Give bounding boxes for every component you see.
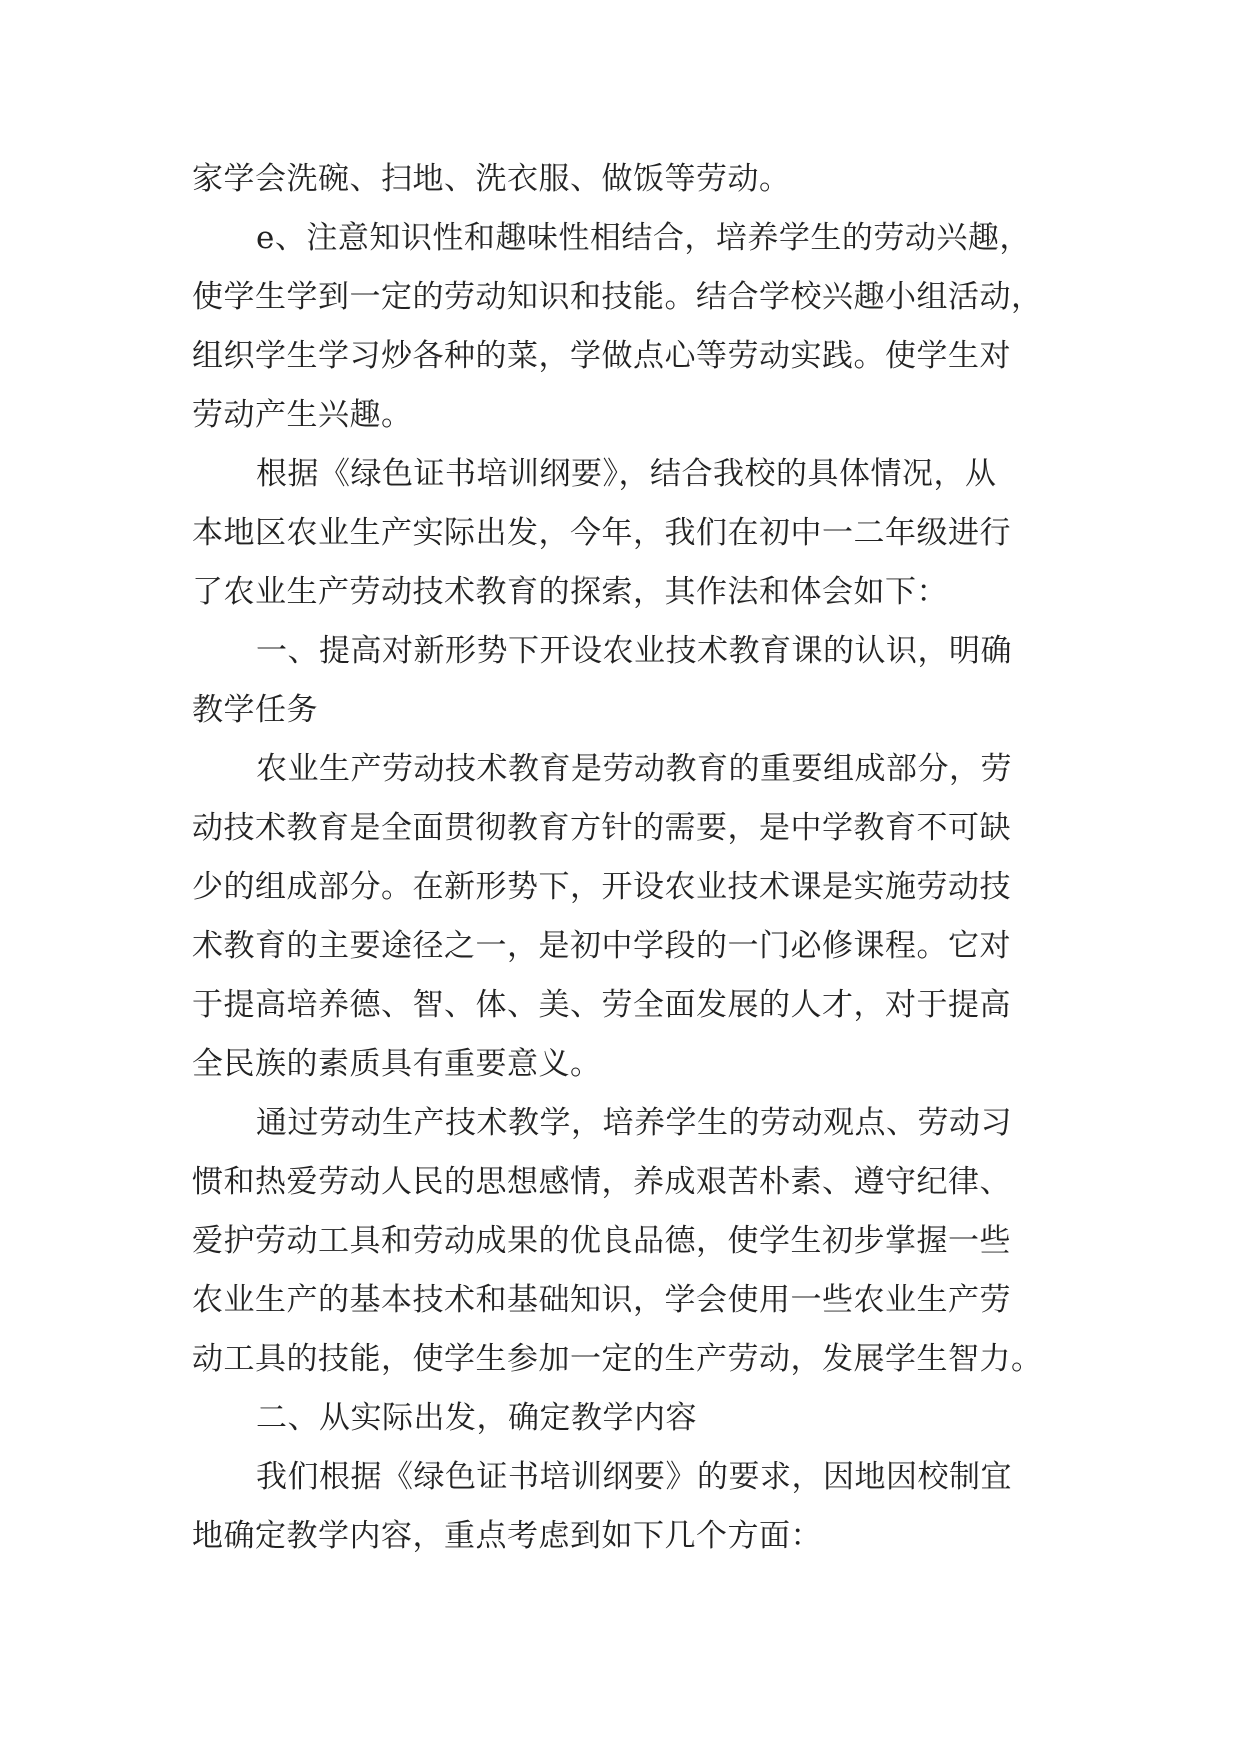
text-line: 惯和热爱劳动人民的思想感情，养成艰苦朴素、遵守纪律、 <box>192 1164 1011 1200</box>
text-line: e、注意知识性和趣味性相结合，培养学生的劳动兴趣， <box>256 220 1031 256</box>
text-line: 了农业生产劳动技术教育的探索，其作法和体会如下： <box>192 574 948 610</box>
text-line: 根据《绿色证书培训纲要》，结合我校的具体情况，从 <box>256 456 997 492</box>
text-line: 农业生产劳动技术教育是劳动教育的重要组成部分，劳 <box>256 751 1012 787</box>
text-line: 农业生产的基本技术和基础知识，学会使用一些农业生产劳 <box>192 1282 1011 1318</box>
text-line: 通过劳动生产技术教学，培养学生的劳动观点、劳动习 <box>256 1105 1012 1141</box>
text-line: 组织学生学习炒各种的菜，学做点心等劳动实践。使学生对 <box>192 338 1011 374</box>
text-line: 地确定教学内容，重点考虑到如下几个方面： <box>192 1518 822 1554</box>
document-body <box>192 150 1092 1566</box>
text-line: 本地区农业生产实际出发，今年，我们在初中一二年级进行 <box>192 515 1011 551</box>
text-line: 教学任务 <box>192 692 318 728</box>
text-line: 我们根据《绿色证书培训纲要》的要求，因地因校制宜 <box>256 1459 1012 1495</box>
text-line: 动工具的技能，使学生参加一定的生产劳动，发展学生智力。 <box>192 1341 1043 1377</box>
text-line: 一、提高对新形势下开设农业技术教育课的认识，明确 <box>256 633 1012 669</box>
text-line: 使学生学到一定的劳动知识和技能。结合学校兴趣小组活动， <box>192 279 1043 315</box>
text-line: 爱护劳动工具和劳动成果的优良品德，使学生初步掌握一些 <box>192 1223 1011 1259</box>
text-line: 劳动产生兴趣。 <box>192 397 413 433</box>
text-line: 于提高培养德、智、体、美、劳全面发展的人才，对于提高 <box>192 987 1011 1023</box>
text-line: 二、从实际出发，确定教学内容 <box>256 1400 697 1436</box>
text-line: 家学会洗碗、扫地、洗衣服、做饭等劳动。 <box>192 161 791 197</box>
text-line: 术教育的主要途径之一，是初中学段的一门必修课程。它对 <box>192 928 1011 964</box>
text-line: 动技术教育是全面贯彻教育方针的需要，是中学教育不可缺 <box>192 810 1011 846</box>
text-line: 全民族的素质具有重要意义。 <box>192 1046 602 1082</box>
text-line: 少的组成部分。在新形势下，开设农业技术课是实施劳动技 <box>192 869 1011 905</box>
